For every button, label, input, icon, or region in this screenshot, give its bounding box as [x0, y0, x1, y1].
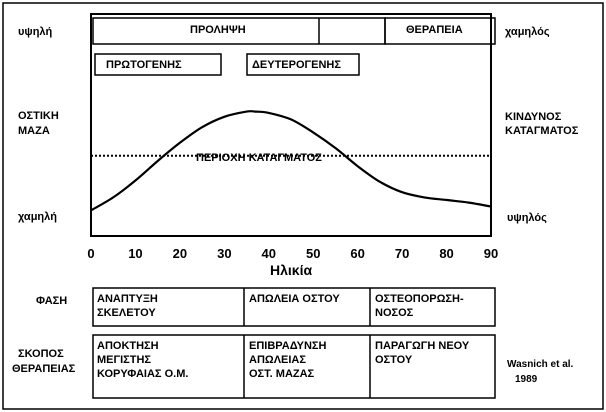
goal-cell-peak-line2: ΜΕΓΙΣΤΗΣ: [97, 354, 152, 366]
phase-cell-growth-line2: ΣΚΕΛΕΤΟΥ: [97, 307, 156, 319]
goal-cell-slowing-line1: ΕΠΙΒΡΑΔΥΝΣΗ: [249, 340, 327, 352]
x-tick-label-40: 40: [261, 246, 277, 261]
goal-cell-slowing-line3: ΟΣΤ. ΜΑΖΑΣ: [249, 368, 315, 380]
x-tick-label-80: 80: [439, 246, 454, 261]
x-tick-label-90: 90: [483, 246, 499, 261]
phase-cell-growth-line1: ΑΝΑΠΤΥΞΗ: [97, 293, 158, 305]
phase-cell-osteoporosis-line1: ΟΣΤΕΟΠΟΡΩΣΗ-: [375, 293, 464, 305]
x-tick-label-20: 20: [172, 246, 188, 261]
chart-panel: [91, 14, 491, 236]
secondary-label: ΔΕΥΤΕΡΟΓΕΝΗΣ: [252, 59, 341, 71]
phase-label: ΦΑΣΗ: [36, 295, 68, 307]
right-label-low: χαμηλός: [505, 26, 550, 38]
bone-mass-label-line1: ΟΣΤΙΚΗ: [18, 110, 59, 122]
x-tick-label-10: 10: [128, 246, 143, 261]
therapy-goal-label-line2: ΘΕΡΑΠΕΙΑΣ: [12, 363, 76, 375]
x-tick-label-60: 60: [350, 246, 365, 261]
x-tick-label-50: 50: [305, 246, 321, 261]
fracture-risk-label-line1: ΚΙΝΔΥΝΟΣ: [505, 111, 562, 123]
x-tick-label-30: 30: [217, 246, 232, 261]
primary-label: ΠΡΩΤΟΓΕΝΗΣ: [106, 59, 182, 71]
x-axis-title: Ηλικία: [270, 262, 313, 278]
right-label-high: υψηλός: [507, 212, 547, 224]
therapy-goal-label-line1: ΣΚΟΠΟΣ: [18, 348, 64, 360]
prevention-label: ΠΡΟΛΗΨΗ: [190, 24, 246, 36]
goal-cell-slowing-line2: ΑΠΩΛΕΙΑΣ: [249, 354, 306, 366]
fracture-zone-label: ΠΕΡΙΟΧΗ ΚΑΤΑΓΜΑΤΟΣ: [196, 152, 322, 164]
phase-cell-bone-loss: ΑΠΩΛΕΙΑ ΟΣΤΟΥ: [249, 293, 340, 305]
x-axis-ticks: [87, 246, 498, 261]
source-citation-line1: Wasnich et al.: [507, 359, 574, 370]
left-label-high: υψηλή: [18, 26, 53, 38]
goal-cell-new-bone-line1: ΠΑΡΑΓΩΓΗ ΝΕΟΥ: [375, 340, 470, 352]
goal-cell-new-bone-line2: ΟΣΤΟΥ: [375, 354, 413, 366]
source-citation-line2: 1989: [515, 374, 538, 385]
x-tick-label-0: 0: [87, 246, 95, 261]
goal-cell-peak-line1: ΑΠΟΚΤΗΣΗ: [97, 340, 159, 352]
phase-cell-osteoporosis-line2: ΝΟΣΟΣ: [375, 307, 414, 319]
bone-mass-label-line2: ΜΑΖΑ: [18, 125, 50, 137]
fracture-risk-label-line2: ΚΑΤΑΓΜΑΤΟΣ: [505, 125, 579, 137]
therapy-label: ΘΕΡΑΠΕΙΑ: [406, 24, 463, 36]
goal-cell-peak-line3: ΚΟΡΥΦΑΙΑΣ Ο.Μ.: [97, 368, 189, 380]
left-label-low: χαμηλή: [18, 211, 57, 223]
x-tick-label-70: 70: [394, 246, 410, 261]
